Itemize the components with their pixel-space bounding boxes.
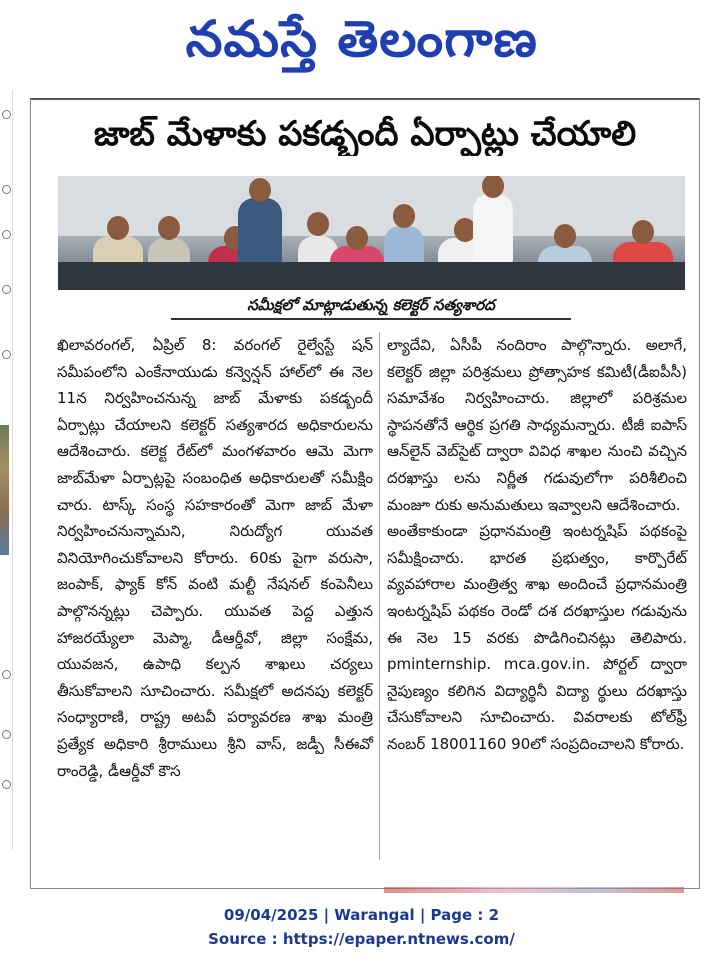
masthead	[0, 0, 723, 78]
article-column-1	[57, 332, 373, 784]
article-headline: జాబ్ మేళాకు పకడ్బందీ ఏర్పాట్లు చేయాలి	[93, 114, 637, 154]
photo-caption: సమీక్షలో మాట్లాడుతున్న కలెక్టర్ సత్యశారద	[171, 292, 571, 320]
source-footer: Source : https://epaper.ntnews.com/	[208, 930, 515, 948]
adjacent-photo-edge	[0, 425, 9, 555]
adjacent-article-edge	[384, 887, 684, 893]
column-1-paragraph-1: ఖిలావరంగల్, ఏప్రిల్ 8: వరంగల్ రైల్వేస్టే షన్ సమీపంలోని ఎంకేనాయుడు కన్వెన్షన్ హాల్‌లో ఈ నెల 11న నిర్వహించనున్న జాబ్ మేళాకు పకడ్బందీ ఏర్పాట్లు చేయాలని కలెక్టర్ సత్యశారద అధికారులను ఆదేశించారు. కలెక్ట రేట్‌లో మంగళవారం ఆమె మెగా జాబ్‌మేళా ఏర్పాట్లపై సంబంధిత అధికారులతో సమీక్షిం చారు. టాస్క్ సంస్థ సహకారంతో మెగా జాబ్ మేళా నిర్వహించనున్నామని, నిరుద్యోగ యువత వినియోగించుకోవాలని కోరారు. 60కు పైగా వరుసా, జంపాక్, ఫ్యాక్ కోన్ వంటి మల్టీ నేషనల్ కంపెనీలు పాల్గొనన్నట్లు చెప్పారు. యువత పెద్ద ఎత్తున హాజరయ్యేలా మెప్మా, డీఆర్డీవో, జిల్లా సంక్షేమ, యువజన, ఉపాధి కల్పన శాఖలు చర్యలు తీసుకోవాలని సూచించారు. సమీక్షలో అదనపు కలెక్టర్ సంధ్యారాణి, రాష్ట్ర అటవీ పర్యావరణ శాఖ మంత్రి ప్రత్యేక అధికారి శ్రీరాములు శ్రీని వాస్, జడ్పీ సీఈవో రాంరెడ్డి, డీఆర్డీవో కౌస	[57, 336, 373, 780]
article-column-2	[387, 332, 687, 758]
dateline-footer: 09/04/2025 | Warangal | Page : 2	[223, 906, 500, 924]
column-2-paragraph-2: అంతేకాకుండా ప్రధానమంత్రి ఇంటర్నషిప్ పథకంపై సమీక్షించారు. భారత ప్రభుత్వం, కార్పొరేట్ వ్యవహారాల మంత్రిత్వ శాఖ అందించే ప్రధానమంత్రి ఇంటర్నషిప్ పథకం రెండో దశ దరఖాస్తుల గడువును ఈ నెల 15 వరకు పొడిగించినట్లు తెలిపారు. pminternship. mca.gov.in. పోర్టల్ ద్వారా నైపుణ్యం కలిగిన విద్యార్థినీ విద్యా ర్థులు దరఖాస్తు చేసుకోవాలని సూచించారు. వివరాలకు టోల్‌ఫ్రీ నంబర్ 18001160 90లో సంప్రదించాలని కోరారు.	[387, 522, 687, 753]
masthead-title: నమస్తే తెలంగాణ	[185, 10, 538, 68]
article-photo	[58, 176, 685, 290]
news-article	[30, 98, 700, 889]
column-divider	[379, 332, 380, 860]
column-2-paragraph-1: ల్యాదేవి, ఏసీపీ నందిరాం పాల్గొన్నారు. అలాగే, కలెక్టర్ జిల్లా పరిశ్రమలు ప్రోత్సాహక కమిటీ(డీఐపీసీ) సమావేశం నిర్వహించారు. జిల్లాలో పరిశ్రమల స్థాపనతోనే ఆర్థిక ప్రగతి సాధ్యమన్నారు. టీజీ ఐపాస్ ఆన్‌లైన్ వెబ్‌సైట్ ద్వారా వివిధ శాఖల నుంచి వచ్చిన దరఖాస్తు లను నిర్ణీత గడువులోగా పరిశీలించి మంజూ రుకు అనుమతులు ఇవ్వాలని ఆదేశించారు.	[387, 336, 687, 514]
